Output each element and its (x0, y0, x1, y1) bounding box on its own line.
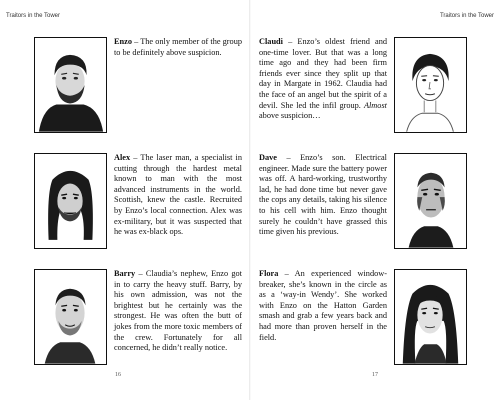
character-bio: – The only member of the group to be definitely above suspicion. (114, 37, 242, 57)
portrait-claudia-drawing (395, 38, 466, 132)
character-bio: – Claudia’s nephew, Enzo got in to carry the heavy stuff. Barry, by his own admission, was not the brightest but he certainly was the strongest. He was often the butt of jokes from the more toxic members of the crew. Fortunately for all concerned, he didn’t really notice. (114, 269, 242, 353)
portrait-alex-drawing (35, 154, 106, 248)
portrait-dave-icon (394, 153, 467, 249)
bio-enzo (114, 37, 242, 58)
character-name: Flora (259, 269, 279, 278)
character-bio: – Enzo’s oldest friend and one-time lover. But that was a long time ago and they had been firm friends ever since they split up that day in Margate in 1962. Claudia had the face of an angel but the spirit of a devil. She led the infil group. (259, 37, 387, 110)
portrait-barry-icon (34, 269, 107, 365)
bio-alex (114, 153, 242, 238)
portrait-barry-drawing (35, 270, 106, 364)
character-name: Barry (114, 269, 136, 278)
character-bio: – The laser man, a specialist in cutting through the hardest metal known to man with the most advanced instruments in the world. Scottish, knew the castle. Recruited by Enzo’s local connection. Alex was ex-military, but it was suspected that he was ex-black ops. (114, 153, 242, 237)
page-number-left: 16 (115, 372, 121, 378)
portrait-dave-drawing (395, 154, 466, 248)
character-name: Enzo (114, 37, 132, 46)
portrait-enzo-icon (34, 37, 107, 133)
portrait-alex-icon (34, 153, 107, 249)
character-bio: – Enzo’s son. Electrical engineer. Made sure the battery power was off. A hard-working, trustworthy lad, he had done time but never gave the cops any details, taking his silence to his cell with him. Enzo thought surely he couldn’t have grassed this time given his previous. (259, 153, 387, 237)
left-page (0, 0, 249, 400)
running-head-right: Traitors in the Tower (439, 13, 494, 19)
bio-dave (259, 153, 387, 238)
character-name: Dave (259, 153, 277, 162)
portrait-flora-drawing (395, 270, 466, 364)
bio-flora (259, 269, 387, 343)
bio-barry (114, 269, 242, 354)
portrait-flora-icon (394, 269, 467, 365)
character-name: Alex (114, 153, 131, 162)
right-page (251, 0, 500, 400)
running-head-left: Traitors in the Tower (6, 13, 61, 19)
character-bio: – An experienced window-breaker, she’s known in the circle as as a ‘way-in Wendy’. She worked with Enzo on the Hatton Garden smash and grab a few years back and had more than proven herself in the field. (259, 269, 387, 342)
character-bio-emphasis: Almost (363, 100, 387, 110)
portrait-claudia-icon (394, 37, 467, 133)
character-name: Claudi (259, 37, 283, 46)
page-number-right: 17 (372, 372, 378, 378)
portrait-enzo-drawing (35, 38, 106, 132)
character-bio-tail: above suspicion… (259, 111, 321, 121)
bio-claudia (259, 37, 387, 122)
